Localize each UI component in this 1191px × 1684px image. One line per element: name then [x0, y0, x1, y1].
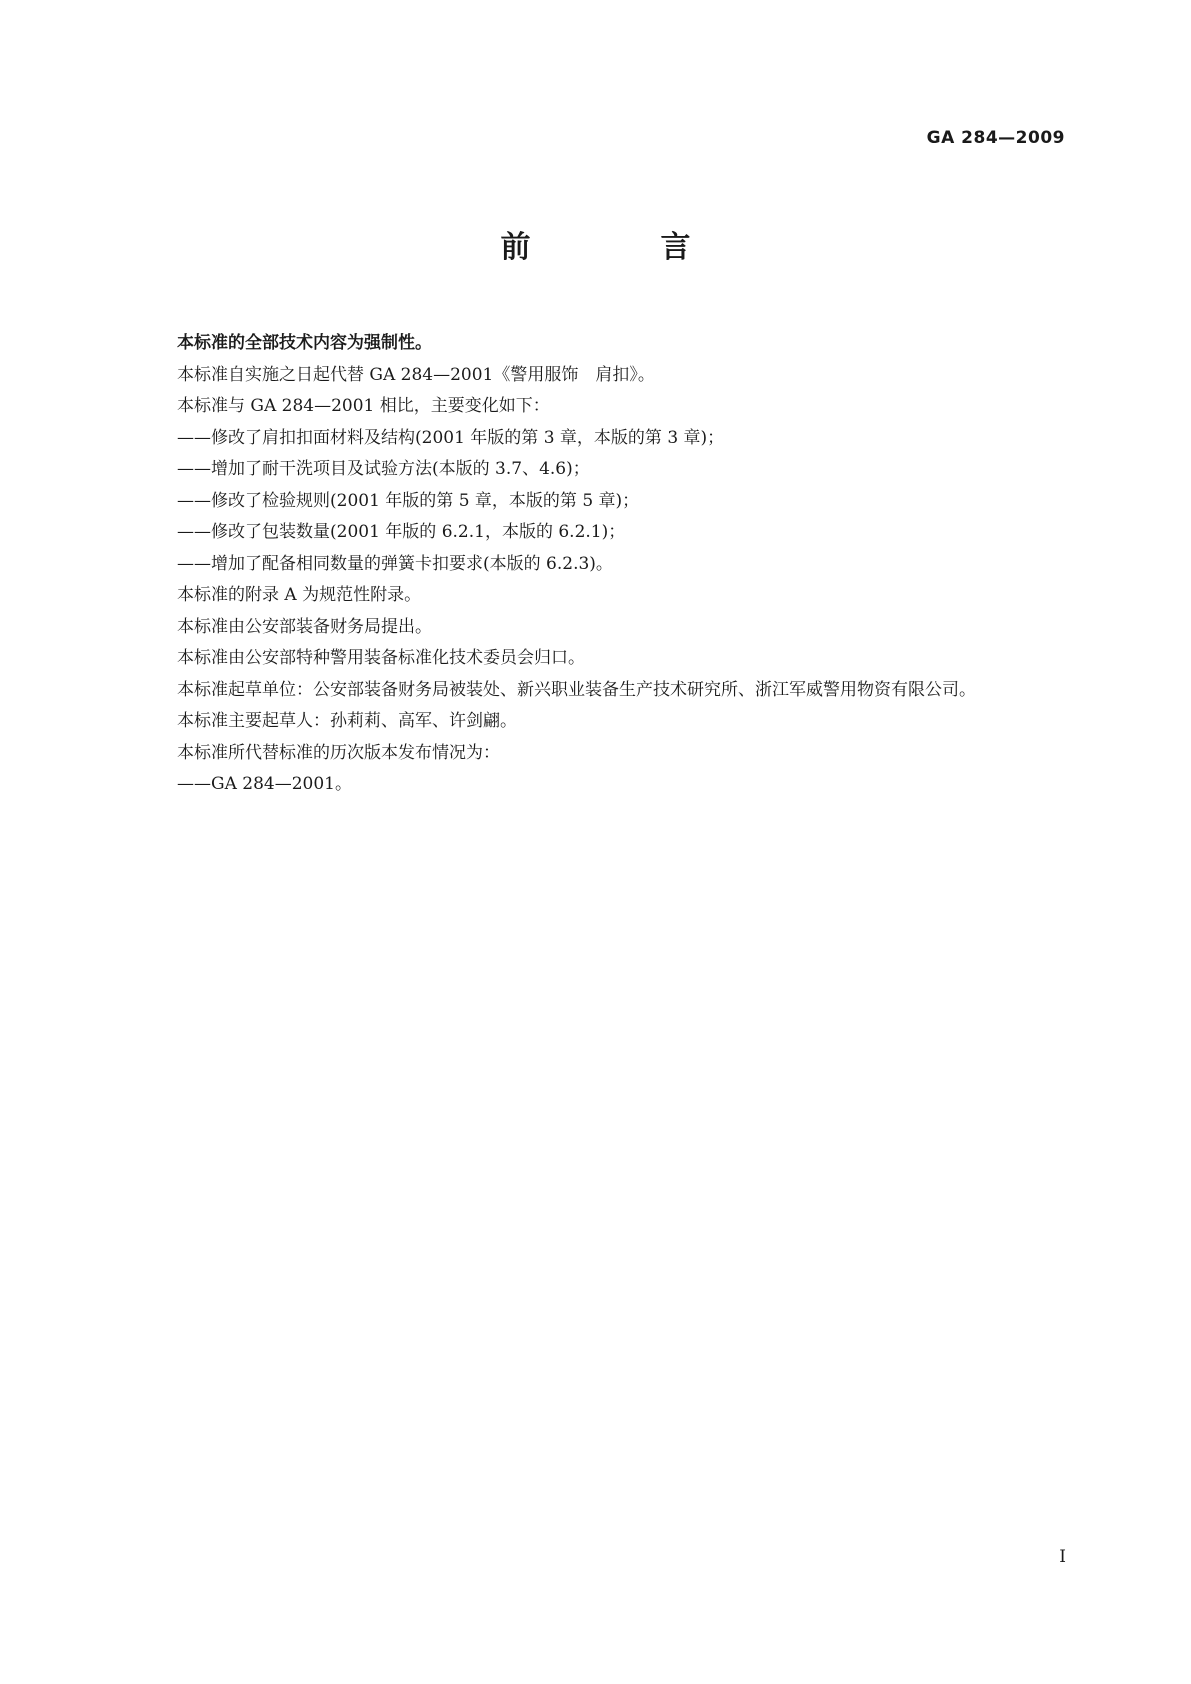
paragraph-drafting-units: 本标准起草单位：公安部装备财务局被装处、新兴职业装备生产技术研究所、浙江军威警用物资有限公司。	[177, 679, 976, 700]
paragraph-appendix: 本标准的附录 A 为规范性附录。	[177, 585, 422, 605]
paragraph-changes-intro: 本标准与 GA 284—2001 相比，主要变化如下：	[177, 396, 550, 416]
page-title: 前 言	[500, 230, 741, 265]
change-item: ——修改了检验规则(2001 年版的第 5 章，本版的第 5 章)；	[177, 490, 640, 511]
change-item: ——修改了包装数量(2001 年版的 6.2.1，本版的 6.2.1)；	[177, 522, 626, 542]
change-item: ——增加了耐干洗项目及试验方法(本版的 3.7、4.6)；	[177, 459, 590, 479]
paragraph-replacement: 本标准自实施之日起代替 GA 284—2001《警用服饰 肩扣》。	[177, 364, 655, 385]
history-item: ——GA 284—2001。	[177, 774, 352, 794]
standard-code: GA 284—2009	[926, 128, 1065, 148]
paragraph-history-intro: 本标准所代替标准的历次版本发布情况为：	[177, 742, 500, 763]
paragraph-mandatory-statement: 本标准的全部技术内容为强制性。	[177, 333, 432, 353]
foreword-body	[138, 328, 1062, 801]
paragraph-proposer: 本标准由公安部装备财务局提出。	[177, 616, 432, 637]
paragraph-committee: 本标准由公安部特种警用装备标准化技术委员会归口。	[177, 648, 585, 668]
page-number: I	[1059, 1547, 1066, 1567]
paragraph-drafters: 本标准主要起草人：孙莉莉、高军、许剑翩。	[177, 711, 517, 731]
change-item: ——修改了肩扣扣面材料及结构(2001 年版的第 3 章，本版的第 3 章)；	[177, 427, 725, 448]
change-item: ——增加了配备相同数量的弹簧卡扣要求(本版的 6.2.3)。	[177, 553, 613, 574]
